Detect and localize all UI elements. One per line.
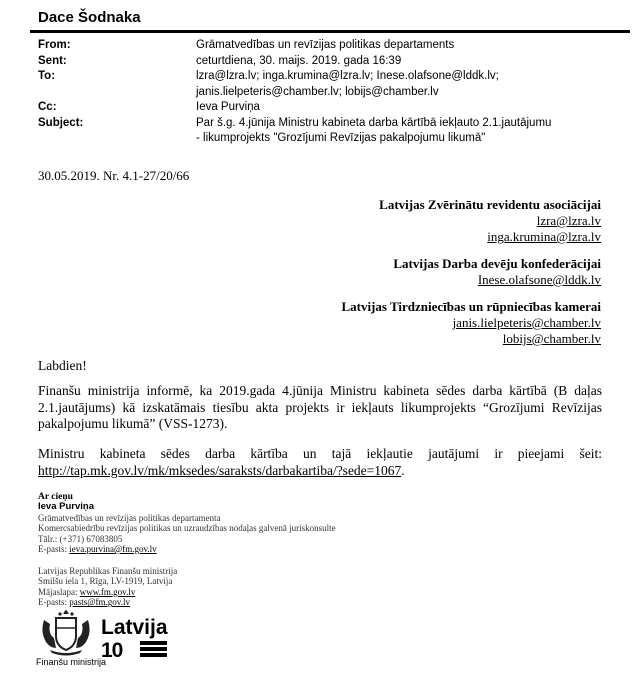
to-value: lzra@lzra.lv; inga.krumina@lzra.lv; Inese.olafsone@lddk.lv; janis.lielpeteris@chamber.lv; lobijs@chamber.lv <box>196 70 499 98</box>
signature <box>38 492 336 554</box>
header-label: Sent: <box>38 54 67 67</box>
latvija-100-logo-text: Latvija <box>101 616 168 639</box>
signer-name: Ieva Purviņa <box>38 501 94 513</box>
header-label: Subject: <box>38 116 84 129</box>
ministry-info <box>38 566 177 608</box>
subject-value: Par š.g. 4.jūnija Ministru kabineta darba kārtībā iekļauto 2.1.jautājumu - likumprojekts "Grozījumi Revīzijas pakalpojumu likumā" <box>196 116 552 144</box>
header-row-from <box>38 38 556 54</box>
recipient-email-link[interactable]: lzra@lzra.lv <box>536 213 601 228</box>
header-label: To: <box>38 70 56 82</box>
header-row-to <box>38 69 556 100</box>
recipient-block-lzra <box>379 197 601 245</box>
ministry-web-link[interactable]: www.fm.gov.lv <box>79 586 136 597</box>
header-row-subject <box>38 116 556 147</box>
ministry-email-link[interactable]: pasts@fm.gov.lv <box>69 597 130 608</box>
paragraph-end: . <box>401 462 405 478</box>
recipient-block-chamber <box>341 299 601 347</box>
signer-department: Grāmatvedības un revīzijas politikas departamenta <box>38 512 221 523</box>
recipient-email-link[interactable]: inga.krumina@lzra.lv <box>487 229 601 244</box>
email-sender-name: Dace Šodnaka <box>38 9 141 26</box>
centenary-number: 10 <box>101 639 123 662</box>
header-row-sent <box>38 54 556 70</box>
ministry-address: Smilšu iela 1, Rīga, LV-1919, Latvija <box>38 576 173 587</box>
cc-value: Ieva Purviņa <box>196 101 260 113</box>
recipient-org: Latvijas Zvērinātu revidentu asociācijai <box>379 197 601 212</box>
header-label: From: <box>38 39 71 51</box>
recipient-email-link[interactable]: lobijs@chamber.lv <box>502 331 601 346</box>
from-value: Grāmatvedības un revīzijas politikas departaments <box>196 39 455 51</box>
email-header <box>38 38 556 147</box>
body-paragraph-1: Finanšu ministrija informē, ka 2019.gada 4.jūnija Ministru kabineta sēdes darba kārtībā (B daļas 2.1.jautājums) kā izskatāmais tiesību akta projekts ir iekļauts likumprojekts “Grozījumi Revīzijas pakalpojumu likumā” (VSS-1273). <box>38 383 602 431</box>
coat-of-arms-icon <box>36 608 96 656</box>
paragraph-text: Ministru kabineta sēdes darba kārtība un tajā iekļautie jautājumi ir pieejami šeit: <box>38 446 602 461</box>
recipient-org: Latvijas Darba devēju konfederācijai <box>393 256 601 271</box>
email-label: E-pasts: <box>38 597 70 608</box>
signer-email-row <box>38 544 336 554</box>
header-row-cc <box>38 100 556 116</box>
header-divider <box>30 30 630 33</box>
reference-number: 30.05.2019. Nr. 4.1-27/20/66 <box>38 168 190 183</box>
agenda-link[interactable]: http://tap.mk.gov.lv/mk/mksedes/saraksts/darbakartiba/?sede=1067 <box>38 462 402 478</box>
ministry-email-row <box>38 597 177 607</box>
web-label: Mājaslapa: <box>38 586 80 597</box>
recipient-email-link[interactable]: janis.lielpeteris@chamber.lv <box>452 315 601 330</box>
body-paragraph-2 <box>38 446 602 479</box>
recipient-block-lddk <box>393 256 601 288</box>
header-label: Cc: <box>38 101 57 113</box>
signer-email-link[interactable]: ieva.purvina@fm.gov.lv <box>69 544 157 555</box>
closing: Ar cieņu <box>38 492 73 502</box>
ministry-web-row <box>38 587 177 597</box>
signer-phone: Tālr.: (+371) 67083805 <box>38 533 123 544</box>
greeting: Labdien! <box>38 358 87 373</box>
signer-position: Komercsabiedrību revīzijas politikas un uzraudzības nodaļas galvenā juriskonsulte <box>38 523 336 534</box>
recipient-org: Latvijas Tirdzniecības un rūpniecības kamerai <box>341 299 601 314</box>
recipient-email-link[interactable]: Inese.olafsone@lddk.lv <box>477 272 601 287</box>
sent-value: ceturtdiena, 30. maijs. 2019. gada 16:39 <box>196 54 402 67</box>
logo-ministry-label: Finanšu ministrija <box>36 657 107 667</box>
email-label: E-pasts: <box>38 544 70 555</box>
ministry-name: Latvijas Republikas Finanšu ministrija <box>38 566 178 576</box>
centenary-bars-icon <box>140 641 167 659</box>
